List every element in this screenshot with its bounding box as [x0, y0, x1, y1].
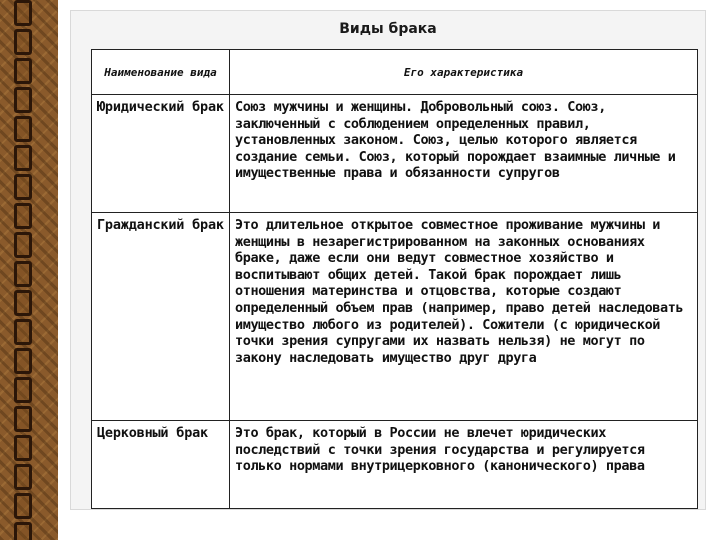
- chain-ornament: [11, 0, 35, 540]
- row-name-civil: Гражданский брак: [92, 213, 230, 421]
- slide-title: Виды брака: [339, 21, 437, 37]
- header-characteristic: Его характеристика: [230, 50, 698, 95]
- table-row: [92, 95, 698, 213]
- chain-link: [14, 145, 32, 171]
- chain-link: [14, 0, 32, 26]
- bottom-margin: [58, 518, 720, 540]
- row-description-church: Это брак, который в России не влечет юридических последствий с точки зрения государства и регулируется только нормами внутрицерковного (канонического) права: [230, 421, 698, 509]
- slide-page: [70, 10, 706, 510]
- chain-link: [14, 522, 32, 540]
- chain-link: [14, 348, 32, 374]
- chain-link: [14, 261, 32, 287]
- chain-link: [14, 58, 32, 84]
- table-row: [92, 421, 698, 509]
- chain-link: [14, 435, 32, 461]
- chain-link: [14, 464, 32, 490]
- decorative-left-border: [0, 0, 58, 540]
- chain-link: [14, 406, 32, 432]
- chain-link: [14, 290, 32, 316]
- table-header-row: [92, 50, 698, 95]
- chain-link: [14, 174, 32, 200]
- row-name-legal: Юридический брак: [92, 95, 230, 213]
- chain-link: [14, 319, 32, 345]
- chain-link: [14, 493, 32, 519]
- chain-link: [14, 29, 32, 55]
- row-description-civil: Это длительное открытое совместное проживание мужчины и женщины в незарегистрированном на законных основаниях браке, даже если они ведут совместное хозяйство и воспитывают общих детей. Такой брак порождает лишь отношения материнства и отцовства, которые создают определенный объем прав (например, право детей наследовать имущество любого из родителей). Сожители (с юридической точки зрения супругами их назвать нельзя) не могут по закону наследовать имущество друг друга: [230, 213, 698, 421]
- header-name: Наименование вида: [92, 50, 230, 95]
- marriage-types-table: [91, 49, 698, 509]
- chain-link: [14, 377, 32, 403]
- chain-link: [14, 203, 32, 229]
- chain-link: [14, 232, 32, 258]
- row-name-church: Церковный брак: [92, 421, 230, 509]
- chain-link: [14, 116, 32, 142]
- table-row: [92, 213, 698, 421]
- row-description-legal: Союз мужчины и женщины. Добровольный союз. Союз, заключенный с соблюдением определенных правил, установленных законом. Союз, целью которого является создание семьи. Союз, который порождает взаимные личные и имущественные права и обязанности супругов: [230, 95, 698, 213]
- chain-link: [14, 87, 32, 113]
